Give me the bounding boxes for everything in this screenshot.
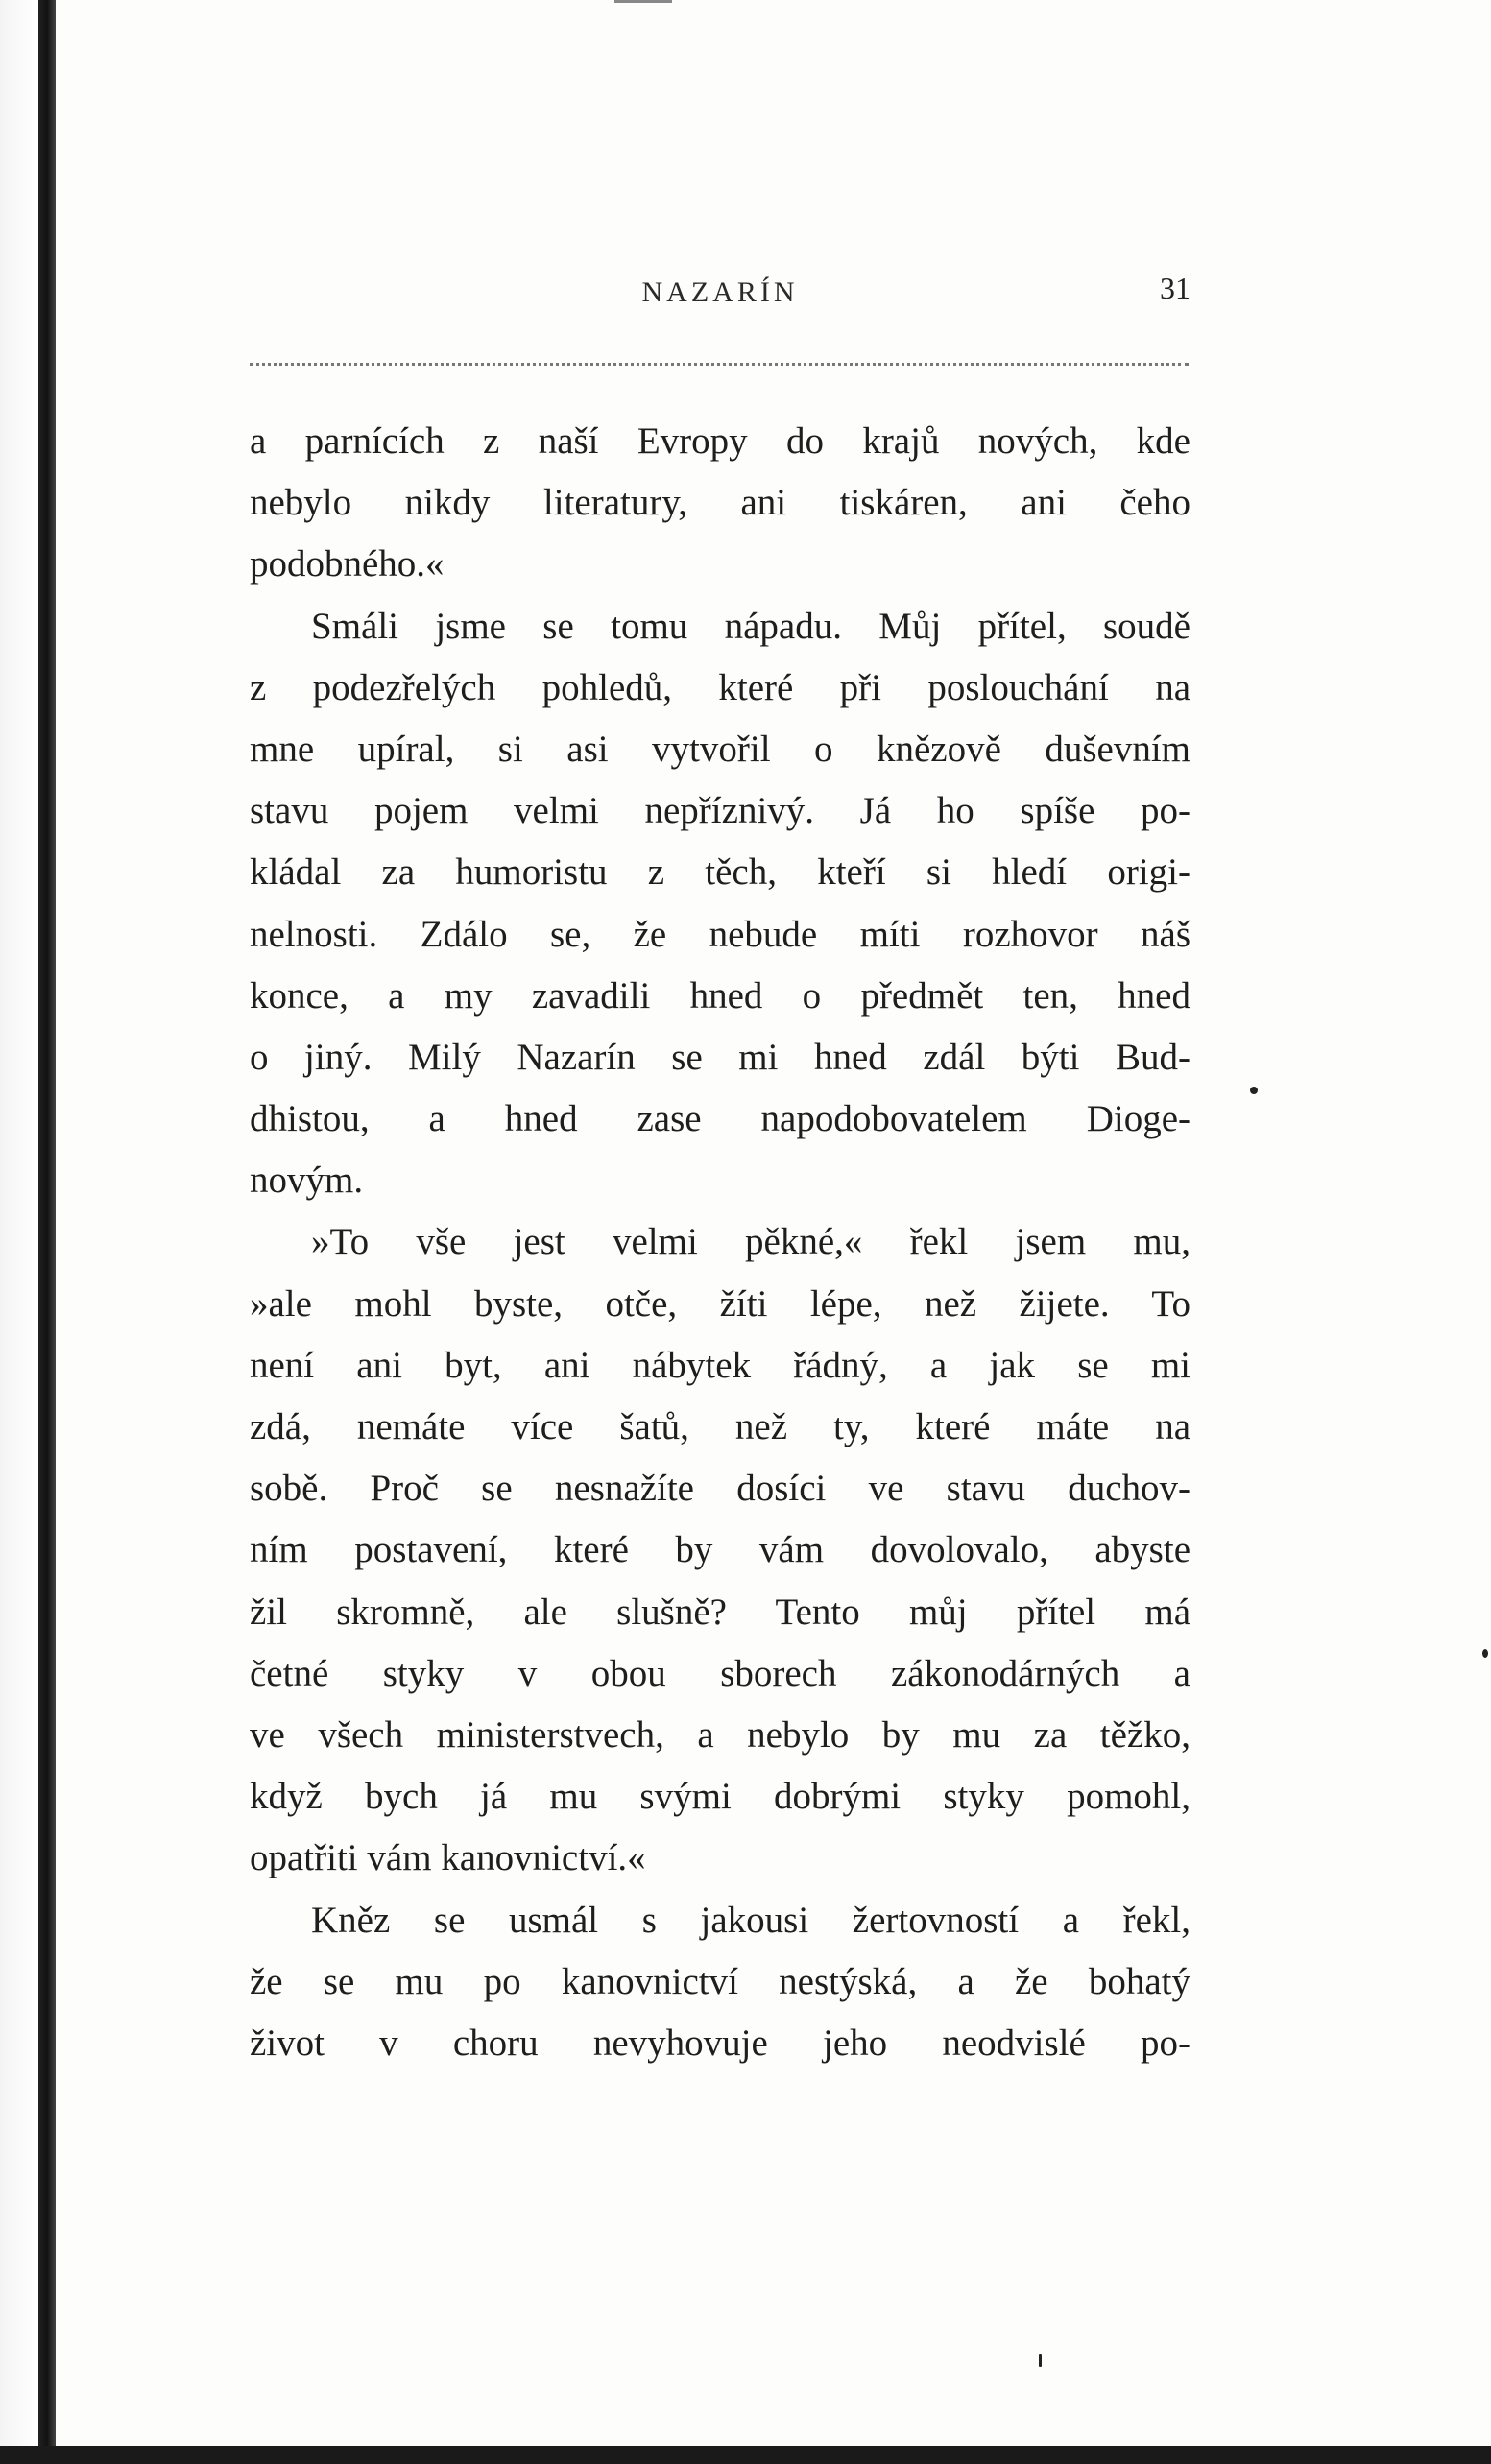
ink-speck <box>1039 2354 1042 2367</box>
scan-top-mark <box>614 0 672 3</box>
running-head <box>250 271 1190 319</box>
text-line: život v choru nevyhovuje jeho neodvislé po- <box>250 2021 1190 2064</box>
text-line: o jiný. Milý Nazarín se mi hned zdál býti Bud- <box>250 1036 1190 1078</box>
text-line: sobě. Proč se nesnažíte dosíci ve stavu duchov- <box>250 1468 1190 1510</box>
ink-speck <box>1250 1087 1258 1094</box>
page-number: 31 <box>1160 271 1190 305</box>
text-line: nelnosti. Zdálo se, že nebude míti rozhovor náš <box>250 913 1190 955</box>
running-title: NAZARÍN <box>641 276 799 308</box>
text-line: zdá, nemáte více šatů, než ty, které máte na <box>250 1406 1190 1447</box>
text-line: mne upíral, si asi vytvořil o knězově duševním <box>250 728 1190 770</box>
text-line: Smáli jsme se tomu nápadu. Můj přítel, soudě <box>311 605 1190 647</box>
text-line: ním postavení, které by vám dovolovalo, abyste <box>250 1529 1190 1571</box>
text-line: stavu pojem velmi nepříznivý. Já ho spíše po- <box>250 790 1190 832</box>
scan-margin <box>0 0 38 2464</box>
text-line: z podezřelých pohledů, které při poslouchání na <box>250 666 1190 708</box>
text-line: konce, a my zavadili hned o předmět ten, hned <box>250 974 1190 1017</box>
text-line: kládal za humoristu z těch, kteří si hledí origi- <box>250 851 1190 894</box>
text-line: »ale mohl byste, otče, žíti lépe, než žijete. To <box>250 1282 1190 1325</box>
text-line: žil skromně, ale slušně? Tento můj přítel má <box>250 1591 1190 1633</box>
text-line: novým. <box>250 1160 364 1202</box>
header-rule <box>250 363 1189 366</box>
text-line: četné styky v obou sborech zákonodárných a <box>250 1652 1190 1694</box>
text-line: »To vše jest velmi pěkné,« řekl jsem mu, <box>311 1221 1190 1263</box>
text-line: ve všech ministerstvech, a nebylo by mu za těžko, <box>250 1713 1190 1756</box>
body-text <box>250 411 1190 2074</box>
text-line: podobného.« <box>250 543 445 586</box>
text-line: že se mu po kanovnictví nestýská, a že bohatý <box>250 1960 1190 2002</box>
text-line: dhistou, a hned zase napodobovatelem Dioge- <box>250 1098 1190 1140</box>
text-line: není ani byt, ani nábytek řádný, a jak se mi <box>250 1344 1190 1386</box>
text-line: Kněz se usmál s jakousi žertovností a řekl, <box>311 1899 1190 1941</box>
text-line: nebylo nikdy literatury, ani tiskáren, ani čeho <box>250 482 1190 524</box>
ink-speck <box>1482 1649 1488 1658</box>
page-spine-shadow <box>38 0 56 2464</box>
text-line: a parnících z naší Evropy do krajů nových, kde <box>250 420 1190 462</box>
text-line: opatřiti vám kanovnictví.« <box>250 1837 646 1879</box>
scan-bottom-edge <box>0 2446 1491 2464</box>
text-line: když bych já mu svými dobrými styky pomohl, <box>250 1776 1190 1818</box>
